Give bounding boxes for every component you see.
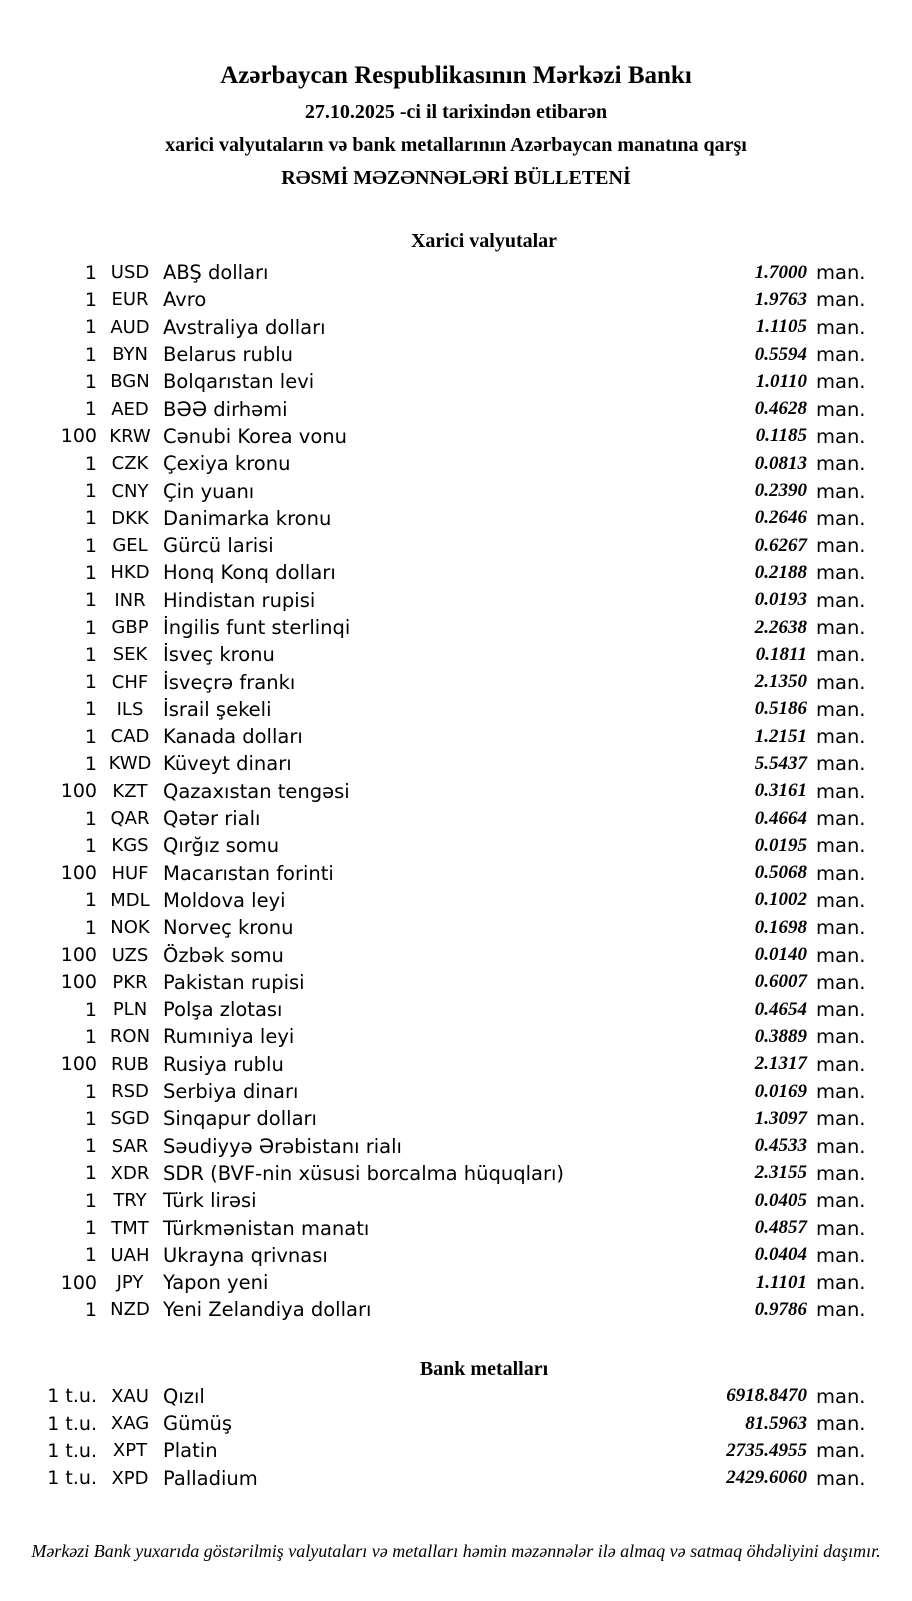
quantity: 1 <box>84 1080 97 1103</box>
rate-value: 0.0193 <box>754 589 807 611</box>
currency-name: Platin <box>163 1439 218 1463</box>
rate-value: 1.0110 <box>755 370 807 392</box>
quantity: 100 <box>60 780 97 803</box>
rate-value: 1.2151 <box>754 725 807 747</box>
unit-label: man. <box>816 1025 866 1049</box>
rate-row <box>30 1214 868 1241</box>
currency-code: RON <box>109 1026 151 1048</box>
currency-name: Belarus rublu <box>163 343 294 367</box>
bulletin-header <box>0 0 912 195</box>
rate-value: 0.2390 <box>754 480 807 502</box>
rate-value: 0.1698 <box>754 916 807 938</box>
currency-name: Səudiyyə Ərəbistanı rialı <box>163 1134 402 1158</box>
unit-label: man. <box>816 1134 866 1158</box>
currency-code: KWD <box>108 753 152 775</box>
quantity: 1 <box>84 452 97 475</box>
currency-name: İsrail şekeli <box>163 697 272 721</box>
rate-value: 2.1350 <box>754 671 807 693</box>
rate-value: 0.1185 <box>755 425 807 447</box>
currency-name: Çin yuanı <box>163 479 255 503</box>
rate-value: 1.1105 <box>755 316 807 338</box>
quantity: 1 t.u. <box>47 1385 97 1408</box>
unit-label: man. <box>816 807 866 831</box>
quantity: 1 t.u. <box>47 1439 97 1462</box>
rate-value: 0.3161 <box>754 780 807 802</box>
quantity: 1 <box>84 370 97 393</box>
rate-value: 0.5068 <box>754 862 807 884</box>
currency-code: BYN <box>112 344 148 366</box>
quantity: 1 <box>84 589 97 612</box>
rate-row <box>30 805 868 832</box>
currency-name: Türkmənistan manatı <box>163 1216 370 1240</box>
quantity: 100 <box>60 862 97 885</box>
rate-value: 1.1101 <box>755 1271 807 1293</box>
rate-value: 1.7000 <box>754 261 807 283</box>
currency-code: CHF <box>111 671 149 693</box>
currency-name: Yeni Zelandiya dolları <box>163 1298 372 1322</box>
quantity: 1 <box>84 1298 97 1321</box>
currency-name: ABŞ dolları <box>163 261 269 285</box>
unit-label: man. <box>816 1216 866 1240</box>
rate-row <box>30 778 868 805</box>
quantity: 100 <box>60 971 97 994</box>
rate-row <box>30 587 868 614</box>
currency-name: Küveyt dinarı <box>163 752 292 776</box>
currency-name: Norveç kronu <box>163 916 294 940</box>
rate-row <box>30 750 868 777</box>
unit-label: man. <box>816 452 866 476</box>
currency-code: UZS <box>111 944 149 966</box>
rate-row <box>30 505 868 532</box>
currency-name: Yapon yeni <box>163 1271 269 1295</box>
currency-name: Honq Konq dolları <box>163 561 336 585</box>
currency-code: TMT <box>111 1217 149 1239</box>
rate-value: 2.2638 <box>754 616 807 638</box>
rate-row <box>30 860 868 887</box>
quantity: 1 <box>84 1189 97 1212</box>
unit-label: man. <box>816 315 866 339</box>
rate-value: 0.0195 <box>754 834 807 856</box>
currency-name: Kanada dolları <box>163 725 303 749</box>
currency-code: PKR <box>112 971 148 993</box>
rate-row <box>30 1187 868 1214</box>
rate-row <box>30 1023 868 1050</box>
currency-name: SDR (BVF-nin xüsusi borcalma hüquqları) <box>163 1161 565 1185</box>
currency-name: Avstraliya dolları <box>163 315 326 339</box>
currency-name: İsveçrə frankı <box>163 670 296 694</box>
rate-row <box>30 423 868 450</box>
rate-value: 0.0404 <box>754 1244 807 1266</box>
currency-code: UAH <box>110 1244 150 1266</box>
currency-code: PLN <box>112 999 148 1021</box>
currency-code: KZT <box>112 780 148 802</box>
currency-name: Avro <box>163 288 207 312</box>
currency-code: EUR <box>111 289 149 311</box>
quantity: 1 <box>84 616 97 639</box>
unit-label: man. <box>816 397 866 421</box>
rate-row <box>30 368 868 395</box>
currency-code: MDL <box>110 889 150 911</box>
currency-code: CAD <box>110 726 150 748</box>
rate-row <box>30 668 868 695</box>
currency-name: Rusiya rublu <box>163 1052 284 1076</box>
quantity: 1 <box>84 725 97 748</box>
currency-code: KRW <box>109 425 151 447</box>
quantity: 1 <box>84 1135 97 1158</box>
disclaimer-text: Mərkəzi Bank yuxarıda göstərilmiş valyutaları və metalları həmin məzənnələr ilə almaq və satmaq öhdəliyini daşımır. <box>31 1540 881 1561</box>
currency-code: RUB <box>110 1053 150 1075</box>
quantity: 1 t.u. <box>47 1467 97 1490</box>
currency-name: Macarıstan forinti <box>163 861 334 885</box>
quantity: 1 <box>84 1244 97 1267</box>
currency-name: Ukrayna qrivnası <box>163 1243 328 1267</box>
quantity: 1 <box>84 834 97 857</box>
quantity: 1 <box>84 698 97 721</box>
currency-code: HKD <box>110 562 150 584</box>
rate-value: 0.4533 <box>754 1135 807 1157</box>
rate-row <box>30 532 868 559</box>
quantity: 1 <box>84 1162 97 1185</box>
currency-name: İsveç kronu <box>163 643 275 667</box>
rate-row <box>30 1296 868 1323</box>
unit-label: man. <box>816 834 866 858</box>
quantity: 1 <box>84 398 97 421</box>
rate-value: 0.2646 <box>754 507 807 529</box>
unit-label: man. <box>816 779 866 803</box>
currency-code: TRY <box>113 1190 147 1212</box>
quantity: 1 <box>84 1025 97 1048</box>
rate-row <box>30 450 868 477</box>
currency-code: SAR <box>111 1135 149 1157</box>
rate-value: 0.6267 <box>754 534 807 556</box>
rate-row <box>30 1383 868 1410</box>
unit-label: man. <box>816 1161 866 1185</box>
currency-code: XAU <box>111 1385 149 1407</box>
quantity: 100 <box>60 425 97 448</box>
rate-row <box>30 341 868 368</box>
quantity: 1 <box>84 534 97 557</box>
rate-row <box>30 696 868 723</box>
unit-label: man. <box>816 1271 866 1295</box>
rate-row <box>30 832 868 859</box>
rate-value: 1.3097 <box>754 1107 807 1129</box>
quantity: 1 <box>84 261 97 284</box>
bulletin-title-line: RƏSMİ MƏZƏNNƏLƏRİ BÜLLETENİ <box>281 167 631 189</box>
unit-label: man. <box>816 1080 866 1104</box>
currency-name: Qırğız somu <box>163 834 280 858</box>
rate-row <box>30 395 868 422</box>
rate-value: 2.3155 <box>754 1162 807 1184</box>
metals-table <box>30 1383 868 1492</box>
rate-row <box>30 969 868 996</box>
rate-row <box>30 641 868 668</box>
currency-code: JPY <box>116 1272 144 1294</box>
rate-value: 0.1811 <box>755 643 807 665</box>
rate-value: 0.2188 <box>754 561 807 583</box>
currency-code: XAG <box>110 1413 150 1435</box>
rate-value: 2.1317 <box>754 1053 807 1075</box>
rate-value: 0.5186 <box>754 698 807 720</box>
rate-value: 6918.8470 <box>726 1385 807 1407</box>
rate-row <box>30 477 868 504</box>
currency-name: Çexiya kronu <box>163 452 291 476</box>
quantity: 1 <box>84 671 97 694</box>
currency-name: Bolqarıstan levi <box>163 370 315 394</box>
rate-row <box>30 1242 868 1269</box>
currency-name: Moldova leyi <box>163 888 286 912</box>
currency-code: GEL <box>112 535 148 557</box>
rate-value: 0.1002 <box>754 889 807 911</box>
currency-code: AED <box>111 398 149 420</box>
unit-label: man. <box>816 1189 866 1213</box>
currency-code: BGN <box>110 371 150 393</box>
rate-value: 0.4857 <box>754 1217 807 1239</box>
currency-code: SEK <box>112 644 148 666</box>
rate-row <box>30 1464 868 1491</box>
subject-line: xarici valyutaların və bank metallarının Azərbaycan manatına qarşı <box>165 134 747 156</box>
rate-row <box>30 1133 868 1160</box>
quantity: 1 <box>84 343 97 366</box>
currency-name: Pakistan rupisi <box>163 970 305 994</box>
quantity: 1 <box>84 1107 97 1130</box>
unit-label: man. <box>816 888 866 912</box>
rate-row <box>30 1051 868 1078</box>
currency-name: Gümüş <box>163 1412 232 1436</box>
rate-value: 81.5963 <box>745 1412 807 1434</box>
unit-label: man. <box>816 288 866 312</box>
currency-code: NZD <box>110 1299 150 1321</box>
rate-row <box>30 314 868 341</box>
rate-value: 0.0405 <box>754 1189 807 1211</box>
unit-label: man. <box>816 561 866 585</box>
rate-row <box>30 286 868 313</box>
currency-name: Cənubi Korea vonu <box>163 424 347 448</box>
quantity: 100 <box>60 944 97 967</box>
currency-name: İngilis funt sterlinqi <box>163 616 351 639</box>
rate-row <box>30 941 868 968</box>
currency-code: CZK <box>111 453 149 475</box>
currency-name: Qətər rialı <box>163 807 261 831</box>
currency-name: Qazaxıstan tengəsi <box>163 779 350 803</box>
unit-label: man. <box>816 943 866 967</box>
unit-label: man. <box>816 1052 866 1076</box>
currencies-table <box>30 259 868 1324</box>
unit-label: man. <box>816 670 866 694</box>
currency-code: XPT <box>112 1440 148 1462</box>
rate-value: 0.3889 <box>754 1025 807 1047</box>
currency-name: Türk lirəsi <box>163 1189 257 1213</box>
unit-label: man. <box>816 970 866 994</box>
rate-row <box>30 1410 868 1437</box>
rate-row <box>30 559 868 586</box>
currency-code: DKK <box>111 507 149 529</box>
rate-value: 0.5594 <box>754 343 807 365</box>
currency-code: RSD <box>111 1081 149 1103</box>
unit-label: man. <box>816 343 866 367</box>
quantity: 100 <box>60 1053 97 1076</box>
quantity: 1 <box>84 752 97 775</box>
unit-label: man. <box>816 725 866 749</box>
rate-row <box>30 1160 868 1187</box>
unit-label: man. <box>816 1412 866 1436</box>
unit-label: man. <box>816 998 866 1022</box>
rate-value: 0.4664 <box>754 807 807 829</box>
rate-value: 5.5437 <box>754 752 807 774</box>
currency-name: Danimarka kronu <box>163 506 332 530</box>
unit-label: man. <box>816 261 866 285</box>
currency-name: BƏƏ dirhəmi <box>163 397 288 421</box>
currency-code: INR <box>114 589 146 611</box>
rate-value: 2735.4955 <box>726 1439 807 1461</box>
rate-row <box>30 723 868 750</box>
unit-label: man. <box>816 506 866 530</box>
rate-value: 0.9786 <box>754 1298 807 1320</box>
rate-value: 0.0169 <box>754 1080 807 1102</box>
currency-code: XDR <box>110 1162 150 1184</box>
currency-name: Özbək somu <box>163 943 284 967</box>
metals-section-title: Bank metalları <box>419 1357 549 1380</box>
currency-code: AUD <box>110 316 150 338</box>
quantity: 1 <box>84 643 97 666</box>
unit-label: man. <box>816 697 866 721</box>
currency-code: ILS <box>116 698 144 720</box>
unit-label: man. <box>816 861 866 885</box>
bank-name-title: Azərbaycan Respublikasının Mərkəzi Bankı <box>220 62 692 89</box>
unit-label: man. <box>816 370 866 394</box>
quantity: 1 <box>84 561 97 584</box>
rate-row <box>30 996 868 1023</box>
currency-code: GBP <box>111 617 149 638</box>
unit-label: man. <box>816 1107 866 1131</box>
currency-code: SGD <box>110 1108 150 1130</box>
quantity: 100 <box>60 1271 97 1294</box>
currency-name: Gürcü larisi <box>163 534 274 558</box>
currency-code: HUF <box>111 862 149 884</box>
unit-label: man. <box>816 534 866 558</box>
rate-row <box>30 1078 868 1105</box>
rate-value: 0.0813 <box>754 452 807 474</box>
quantity: 1 t.u. <box>47 1412 97 1435</box>
currency-code: NOK <box>110 917 150 939</box>
quantity: 1 <box>84 889 97 912</box>
quantity: 1 <box>84 507 97 530</box>
currencies-section-title: Xarici valyutalar <box>410 230 558 252</box>
currency-name: Rumıniya leyi <box>163 1025 295 1049</box>
rate-row <box>30 914 868 941</box>
unit-label: man. <box>816 1439 866 1463</box>
currency-name: Hindistan rupisi <box>163 588 316 612</box>
unit-label: man. <box>816 1298 866 1322</box>
currency-name: Serbiya dinarı <box>163 1080 299 1104</box>
currency-name: Qızıl <box>163 1384 205 1408</box>
rate-value: 1.9763 <box>754 288 807 310</box>
rate-row <box>30 1105 868 1132</box>
rate-value: 0.6007 <box>754 971 807 993</box>
currency-name: Palladium <box>163 1466 258 1490</box>
unit-label: man. <box>816 752 866 776</box>
rate-row <box>30 1437 868 1464</box>
unit-label: man. <box>816 1384 866 1408</box>
quantity: 1 <box>84 998 97 1021</box>
rate-value: 0.4628 <box>754 398 807 420</box>
unit-label: man. <box>816 643 866 667</box>
quantity: 1 <box>84 316 97 339</box>
unit-label: man. <box>816 916 866 940</box>
rate-row <box>30 1269 868 1296</box>
unit-label: man. <box>816 1466 866 1490</box>
unit-label: man. <box>816 588 866 612</box>
rate-row <box>30 259 868 286</box>
quantity: 1 <box>84 807 97 830</box>
rate-value: 0.0140 <box>754 944 807 966</box>
rate-value: 0.4654 <box>754 998 807 1020</box>
unit-label: man. <box>816 424 866 448</box>
unit-label: man. <box>816 1243 866 1267</box>
currency-code: USD <box>110 262 150 284</box>
currency-code: XPD <box>111 1467 149 1489</box>
rate-value: 2429.6060 <box>726 1467 807 1489</box>
currency-code: QAR <box>110 808 150 830</box>
currency-name: Polşa zlotası <box>163 998 283 1022</box>
quantity: 1 <box>84 916 97 939</box>
unit-label: man. <box>816 479 866 503</box>
rate-row <box>30 614 868 641</box>
currency-code: KGS <box>111 835 149 857</box>
unit-label: man. <box>816 616 866 639</box>
quantity: 1 <box>84 288 97 311</box>
quantity: 1 <box>84 480 97 503</box>
quantity: 1 <box>84 1217 97 1240</box>
rate-row <box>30 887 868 914</box>
currency-name: Sinqapur dolları <box>163 1107 317 1131</box>
currency-code: CNY <box>111 480 149 502</box>
effective-date-line: 27.10.2025 -ci il tarixindən etibarən <box>304 101 608 123</box>
